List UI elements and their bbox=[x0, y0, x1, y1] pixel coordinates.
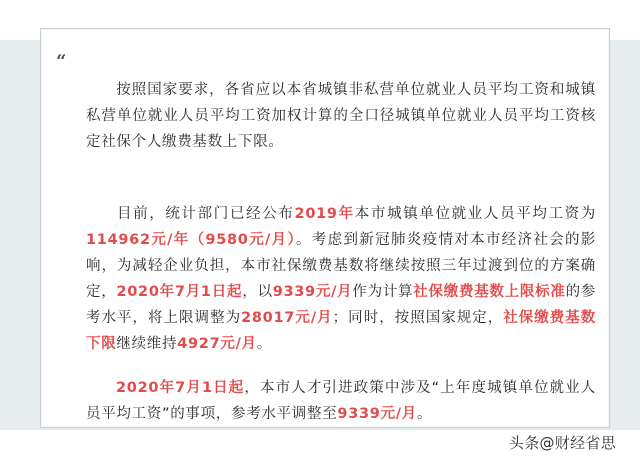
highlight-effective-date: 2020年7月1日起 bbox=[116, 380, 245, 396]
text-segment: 。 bbox=[256, 336, 272, 352]
quote-icon: “ bbox=[56, 51, 64, 72]
text-segment: ，本市人才引进政策中涉及“上年度城镇单位就业人员平均工资”的事项，参考水平调整至 bbox=[86, 380, 596, 422]
highlight-reference-wage: 9339元/月 bbox=[337, 406, 417, 422]
text-segment: 本市城镇单位就业人员平均工资为 bbox=[354, 206, 596, 222]
text-segment: 继续维持 bbox=[116, 336, 178, 352]
text-segment: 目前，统计部门已经公布 bbox=[116, 206, 295, 222]
watermark-label: 头条@财经省思 bbox=[508, 434, 616, 452]
text-segment: 的参考水平，将上限调整为 bbox=[86, 284, 597, 326]
text-segment: 作为计算 bbox=[352, 284, 414, 300]
highlight-lower-limit-label: 社保缴费基数下限 bbox=[86, 310, 597, 352]
text-segment: ，以 bbox=[242, 284, 273, 300]
paragraph-1 bbox=[86, 77, 596, 155]
highlight-average-wage: 114962元/年（9580元/月） bbox=[86, 232, 297, 248]
highlight-year: 2019年 bbox=[294, 206, 355, 222]
highlight-upper-limit-standard: 社保缴费基数上限标准 bbox=[413, 284, 566, 300]
content-card bbox=[40, 28, 610, 428]
text-segment: 按照国家要求，各省应以本省城镇非私营单位就业人员平均工资和城镇私营单位就业人员平均工资加权计算的全口径城镇单位就业人员平均工资核定社保个人缴费基数上下限。 bbox=[86, 82, 596, 150]
paragraph-3 bbox=[86, 375, 596, 427]
highlight-upper-limit: 28017元/月 bbox=[241, 310, 333, 326]
highlight-effective-date: 2020年7月1日起 bbox=[116, 284, 243, 300]
paragraph-2 bbox=[86, 201, 596, 357]
text-segment: 。考虑到新冠肺炎疫情对本市经济社会的影响，为减轻企业负担，本市社保缴费基数将继续按照三年过渡到位的方案确定， bbox=[86, 232, 596, 300]
highlight-reference-wage: 9339元/月 bbox=[272, 284, 353, 300]
text-segment: 。 bbox=[416, 406, 433, 422]
highlight-lower-limit: 4927元/月 bbox=[177, 336, 257, 352]
text-segment: ；同时，按照国家规定， bbox=[332, 310, 504, 326]
